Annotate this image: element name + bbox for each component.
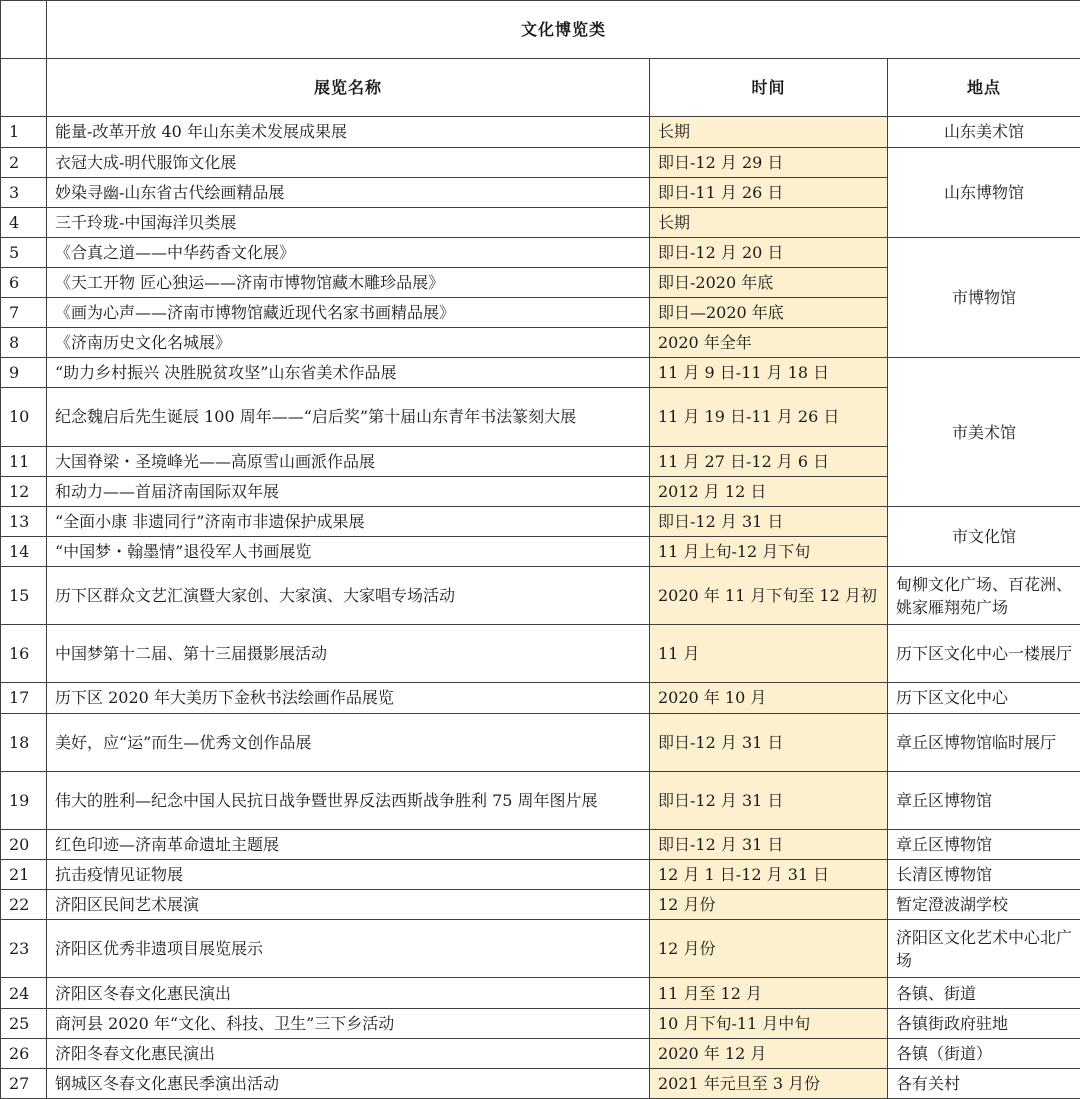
row-number: 25 — [1, 1008, 47, 1038]
exhibition-venue: 济阳区文化艺术中心北广场 — [888, 920, 1080, 978]
row-number: 3 — [1, 177, 47, 207]
exhibition-venue: 历下区文化中心一楼展厅 — [888, 625, 1080, 683]
exhibition-venue: 各镇、街道 — [888, 978, 1080, 1008]
exhibition-time: 2021 年元旦至 3 月份 — [650, 1068, 888, 1098]
table-row — [1, 713, 1080, 771]
row-number: 10 — [1, 388, 47, 446]
table-row — [1, 625, 1080, 683]
corner-cell — [1, 1, 47, 59]
table-row — [1, 1068, 1080, 1098]
row-number: 22 — [1, 890, 47, 920]
row-number: 27 — [1, 1068, 47, 1098]
exhibition-name: “中国梦・翰墨情”退役军人书画展览 — [47, 536, 650, 566]
exhibition-name: 美好，应“运”而生—优秀文创作品展 — [47, 713, 650, 771]
exhibition-venue: 暂定澄波湖学校 — [888, 890, 1080, 920]
row-number: 24 — [1, 978, 47, 1008]
table-row — [1, 147, 1080, 177]
title-row — [1, 1, 1080, 59]
table-row — [1, 358, 1080, 388]
exhibition-time: 即日-2020 年底 — [650, 267, 888, 297]
exhibition-time: 即日-12 月 29 日 — [650, 147, 888, 177]
exhibition-name: 中国梦第十二届、第十三届摄影展活动 — [47, 625, 650, 683]
exhibition-time: 2020 年 11 月下旬至 12 月初 — [650, 567, 888, 625]
row-number: 14 — [1, 536, 47, 566]
table-row — [1, 920, 1080, 978]
exhibition-name: 衣冠大成-明代服饰文化展 — [47, 147, 650, 177]
table-title: 文化博览类 — [47, 1, 1080, 59]
exhibition-venue: 山东博物馆 — [888, 147, 1080, 237]
exhibition-name: 济阳冬春文化惠民演出 — [47, 1038, 650, 1068]
exhibition-name: 《合真之道——中华药香文化展》 — [47, 237, 650, 267]
exhibition-time: 11 月 19 日-11 月 26 日 — [650, 388, 888, 446]
exhibition-name: 《画为心声——济南市博物馆藏近现代名家书画精品展》 — [47, 298, 650, 328]
header-name: 展览名称 — [47, 59, 650, 117]
row-number: 4 — [1, 207, 47, 237]
exhibition-time: 11 月上旬-12 月下旬 — [650, 536, 888, 566]
exhibition-venue: 章丘区博物馆 — [888, 771, 1080, 829]
exhibition-name: 和动力——首届济南国际双年展 — [47, 476, 650, 506]
exhibition-time: 即日-12 月 20 日 — [650, 237, 888, 267]
exhibition-name: 抗击疫情见证物展 — [47, 860, 650, 890]
exhibition-time: 2012 月 12 日 — [650, 476, 888, 506]
exhibition-time: 10 月下旬-11 月中旬 — [650, 1008, 888, 1038]
exhibition-name: “全面小康 非遗同行”济南市非遗保护成果展 — [47, 506, 650, 536]
table-row — [1, 237, 1080, 267]
row-number: 19 — [1, 771, 47, 829]
exhibition-name: 《济南历史文化名城展》 — [47, 328, 650, 358]
exhibition-name: 红色印迹—济南革命遗址主题展 — [47, 829, 650, 859]
table-row — [1, 117, 1080, 147]
exhibition-name: 济阳区冬春文化惠民演出 — [47, 978, 650, 1008]
table-row — [1, 829, 1080, 859]
exhibition-name: 历下区 2020 年大美历下金秋书法绘画作品展览 — [47, 683, 650, 713]
exhibition-time: 11 月至 12 月 — [650, 978, 888, 1008]
exhibition-name: 济阳区优秀非遗项目展览展示 — [47, 920, 650, 978]
exhibition-time: 12 月份 — [650, 890, 888, 920]
table-row — [1, 890, 1080, 920]
row-number: 11 — [1, 446, 47, 476]
table-row — [1, 978, 1080, 1008]
table-row — [1, 771, 1080, 829]
row-number: 16 — [1, 625, 47, 683]
exhibition-venue: 章丘区博物馆临时展厅 — [888, 713, 1080, 771]
exhibition-name: 妙染寻幽-山东省古代绘画精品展 — [47, 177, 650, 207]
exhibition-venue: 历下区文化中心 — [888, 683, 1080, 713]
row-number: 8 — [1, 328, 47, 358]
header-venue: 地点 — [888, 59, 1080, 117]
exhibition-venue: 各镇（街道） — [888, 1038, 1080, 1068]
exhibition-name: 钢城区冬春文化惠民季演出活动 — [47, 1068, 650, 1098]
exhibition-venue: 市文化馆 — [888, 506, 1080, 566]
header-no-cell — [1, 59, 47, 117]
exhibition-time: 即日-11 月 26 日 — [650, 177, 888, 207]
table-row — [1, 860, 1080, 890]
exhibition-time: 11 月 — [650, 625, 888, 683]
header-time: 时间 — [650, 59, 888, 117]
exhibition-name: 大国脊梁・圣境峰光——高原雪山画派作品展 — [47, 446, 650, 476]
row-number: 18 — [1, 713, 47, 771]
exhibition-time: 2020 年 10 月 — [650, 683, 888, 713]
table-row — [1, 1038, 1080, 1068]
exhibition-name: “助力乡村振兴 决胜脱贫攻坚”山东省美术作品展 — [47, 358, 650, 388]
exhibition-time: 2020 年 12 月 — [650, 1038, 888, 1068]
row-number: 1 — [1, 117, 47, 147]
row-number: 9 — [1, 358, 47, 388]
table-row — [1, 1008, 1080, 1038]
exhibition-name: 纪念魏启后先生诞辰 100 周年——“启后奖”第十届山东青年书法篆刻大展 — [47, 388, 650, 446]
exhibition-time: 11 月 27 日-12 月 6 日 — [650, 446, 888, 476]
exhibition-name: 《天工开物 匠心独运——济南市博物馆藏木雕珍品展》 — [47, 267, 650, 297]
exhibition-name: 历下区群众文艺汇演暨大家创、大家演、大家唱专场活动 — [47, 567, 650, 625]
header-row — [1, 59, 1080, 117]
row-number: 17 — [1, 683, 47, 713]
exhibition-venue: 长清区博物馆 — [888, 860, 1080, 890]
exhibition-time: 2020 年全年 — [650, 328, 888, 358]
table-row — [1, 506, 1080, 536]
exhibition-name: 商河县 2020 年“文化、科技、卫生”三下乡活动 — [47, 1008, 650, 1038]
exhibition-venue: 各有关村 — [888, 1068, 1080, 1098]
row-number: 15 — [1, 567, 47, 625]
exhibition-name: 济阳区民间艺术展演 — [47, 890, 650, 920]
row-number: 12 — [1, 476, 47, 506]
exhibition-time: 12 月份 — [650, 920, 888, 978]
table-row — [1, 567, 1080, 625]
exhibition-time: 12 月 1 日-12 月 31 日 — [650, 860, 888, 890]
row-number: 23 — [1, 920, 47, 978]
exhibition-venue: 市美术馆 — [888, 358, 1080, 507]
row-number: 7 — [1, 298, 47, 328]
row-number: 6 — [1, 267, 47, 297]
exhibition-venue: 章丘区博物馆 — [888, 829, 1080, 859]
exhibition-time: 11 月 9 日-11 月 18 日 — [650, 358, 888, 388]
row-number: 2 — [1, 147, 47, 177]
row-number: 13 — [1, 506, 47, 536]
table-row — [1, 683, 1080, 713]
row-number: 5 — [1, 237, 47, 267]
exhibition-time: 长期 — [650, 117, 888, 147]
row-number: 21 — [1, 860, 47, 890]
exhibition-name: 三千玲珑-中国海洋贝类展 — [47, 207, 650, 237]
exhibition-time: 即日-12 月 31 日 — [650, 506, 888, 536]
exhibition-venue: 各镇街政府驻地 — [888, 1008, 1080, 1038]
exhibition-venue: 甸柳文化广场、百花洲、姚家雁翔苑广场 — [888, 567, 1080, 625]
exhibition-venue: 山东美术馆 — [888, 117, 1080, 147]
exhibition-name: 伟大的胜利—纪念中国人民抗日战争暨世界反法西斯战争胜利 75 周年图片展 — [47, 771, 650, 829]
exhibition-venue: 市博物馆 — [888, 237, 1080, 357]
exhibition-time: 长期 — [650, 207, 888, 237]
exhibition-name: 能量-改革开放 40 年山东美术发展成果展 — [47, 117, 650, 147]
exhibition-time: 即日—2020 年底 — [650, 298, 888, 328]
row-number: 20 — [1, 829, 47, 859]
exhibition-time: 即日-12 月 31 日 — [650, 771, 888, 829]
exhibition-time: 即日-12 月 31 日 — [650, 713, 888, 771]
exhibition-time: 即日-12 月 31 日 — [650, 829, 888, 859]
row-number: 26 — [1, 1038, 47, 1068]
